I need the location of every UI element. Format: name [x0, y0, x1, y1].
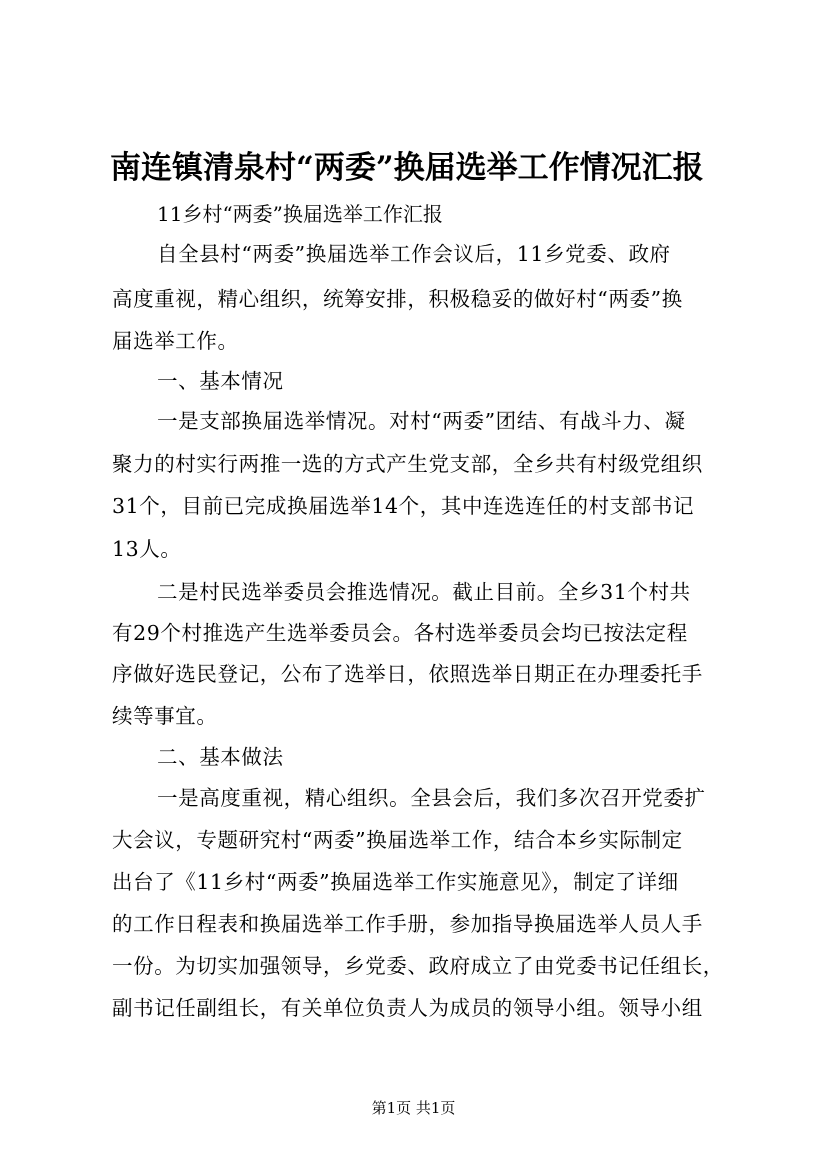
paragraph-line: 有29个村推选产生选举委员会。各村选举委员会均已按法定程 — [112, 621, 688, 645]
paragraph-line: 13人。 — [112, 537, 182, 561]
document-subtitle: 11乡村“两委”换届选举工作汇报 — [157, 202, 443, 226]
paragraph-line: 大会议，专题研究村“两委”换届选举工作，结合本乡实际制定 — [112, 828, 683, 852]
page-number: 第1页 共1页 — [371, 1099, 456, 1117]
paragraph-line: 副书记任副组长，有关单位负责人为成员的领导小组。领导小组 — [112, 996, 703, 1020]
paragraph-line: 一是高度重视，精心组织。全县会后，我们多次召开党委扩 — [157, 786, 706, 810]
document-title: 南连镇清泉村“两委”换届选举工作情况汇报 — [110, 150, 704, 186]
paragraph-line: 续等事宜。 — [112, 704, 218, 728]
paragraph-line: 一是支部换届选举情况。对村“两委”团结、有战斗力、凝 — [157, 409, 686, 433]
section-heading: 二、基本做法 — [157, 745, 284, 769]
section-heading: 一、基本情况 — [157, 369, 284, 393]
paragraph-line: 的工作日程表和换届选举工作手册，参加指导换届选举人员人手 — [112, 912, 703, 936]
paragraph-line: 一份。为切实加强领导，乡党委、政府成立了由党委书记任组长， — [112, 954, 724, 978]
paragraph-line: 自全县村“两委”换届选举工作会议后，11乡党委、政府 — [157, 242, 671, 266]
paragraph-line: 序做好选民登记，公布了选举日，依照选举日期正在办理委托手 — [112, 662, 703, 686]
paragraph-line: 高度重视，精心组织，统筹安排，积极稳妥的做好村“两委”换 — [112, 287, 683, 311]
paragraph-line: 二是村民选举委员会推选情况。截止目前。全乡31个村共 — [157, 580, 691, 604]
paragraph-line: 聚力的村实行两推一选的方式产生党支部，全乡共有村级党组织 — [112, 452, 703, 476]
paragraph-line: 届选举工作。 — [112, 329, 239, 353]
paragraph-line: 出台了《11乡村“两委”换届选举工作实施意见》，制定了详细 — [112, 870, 679, 894]
paragraph-line: 31个，目前已完成换届选举14个，其中连选连任的村支部书记 — [112, 494, 695, 518]
